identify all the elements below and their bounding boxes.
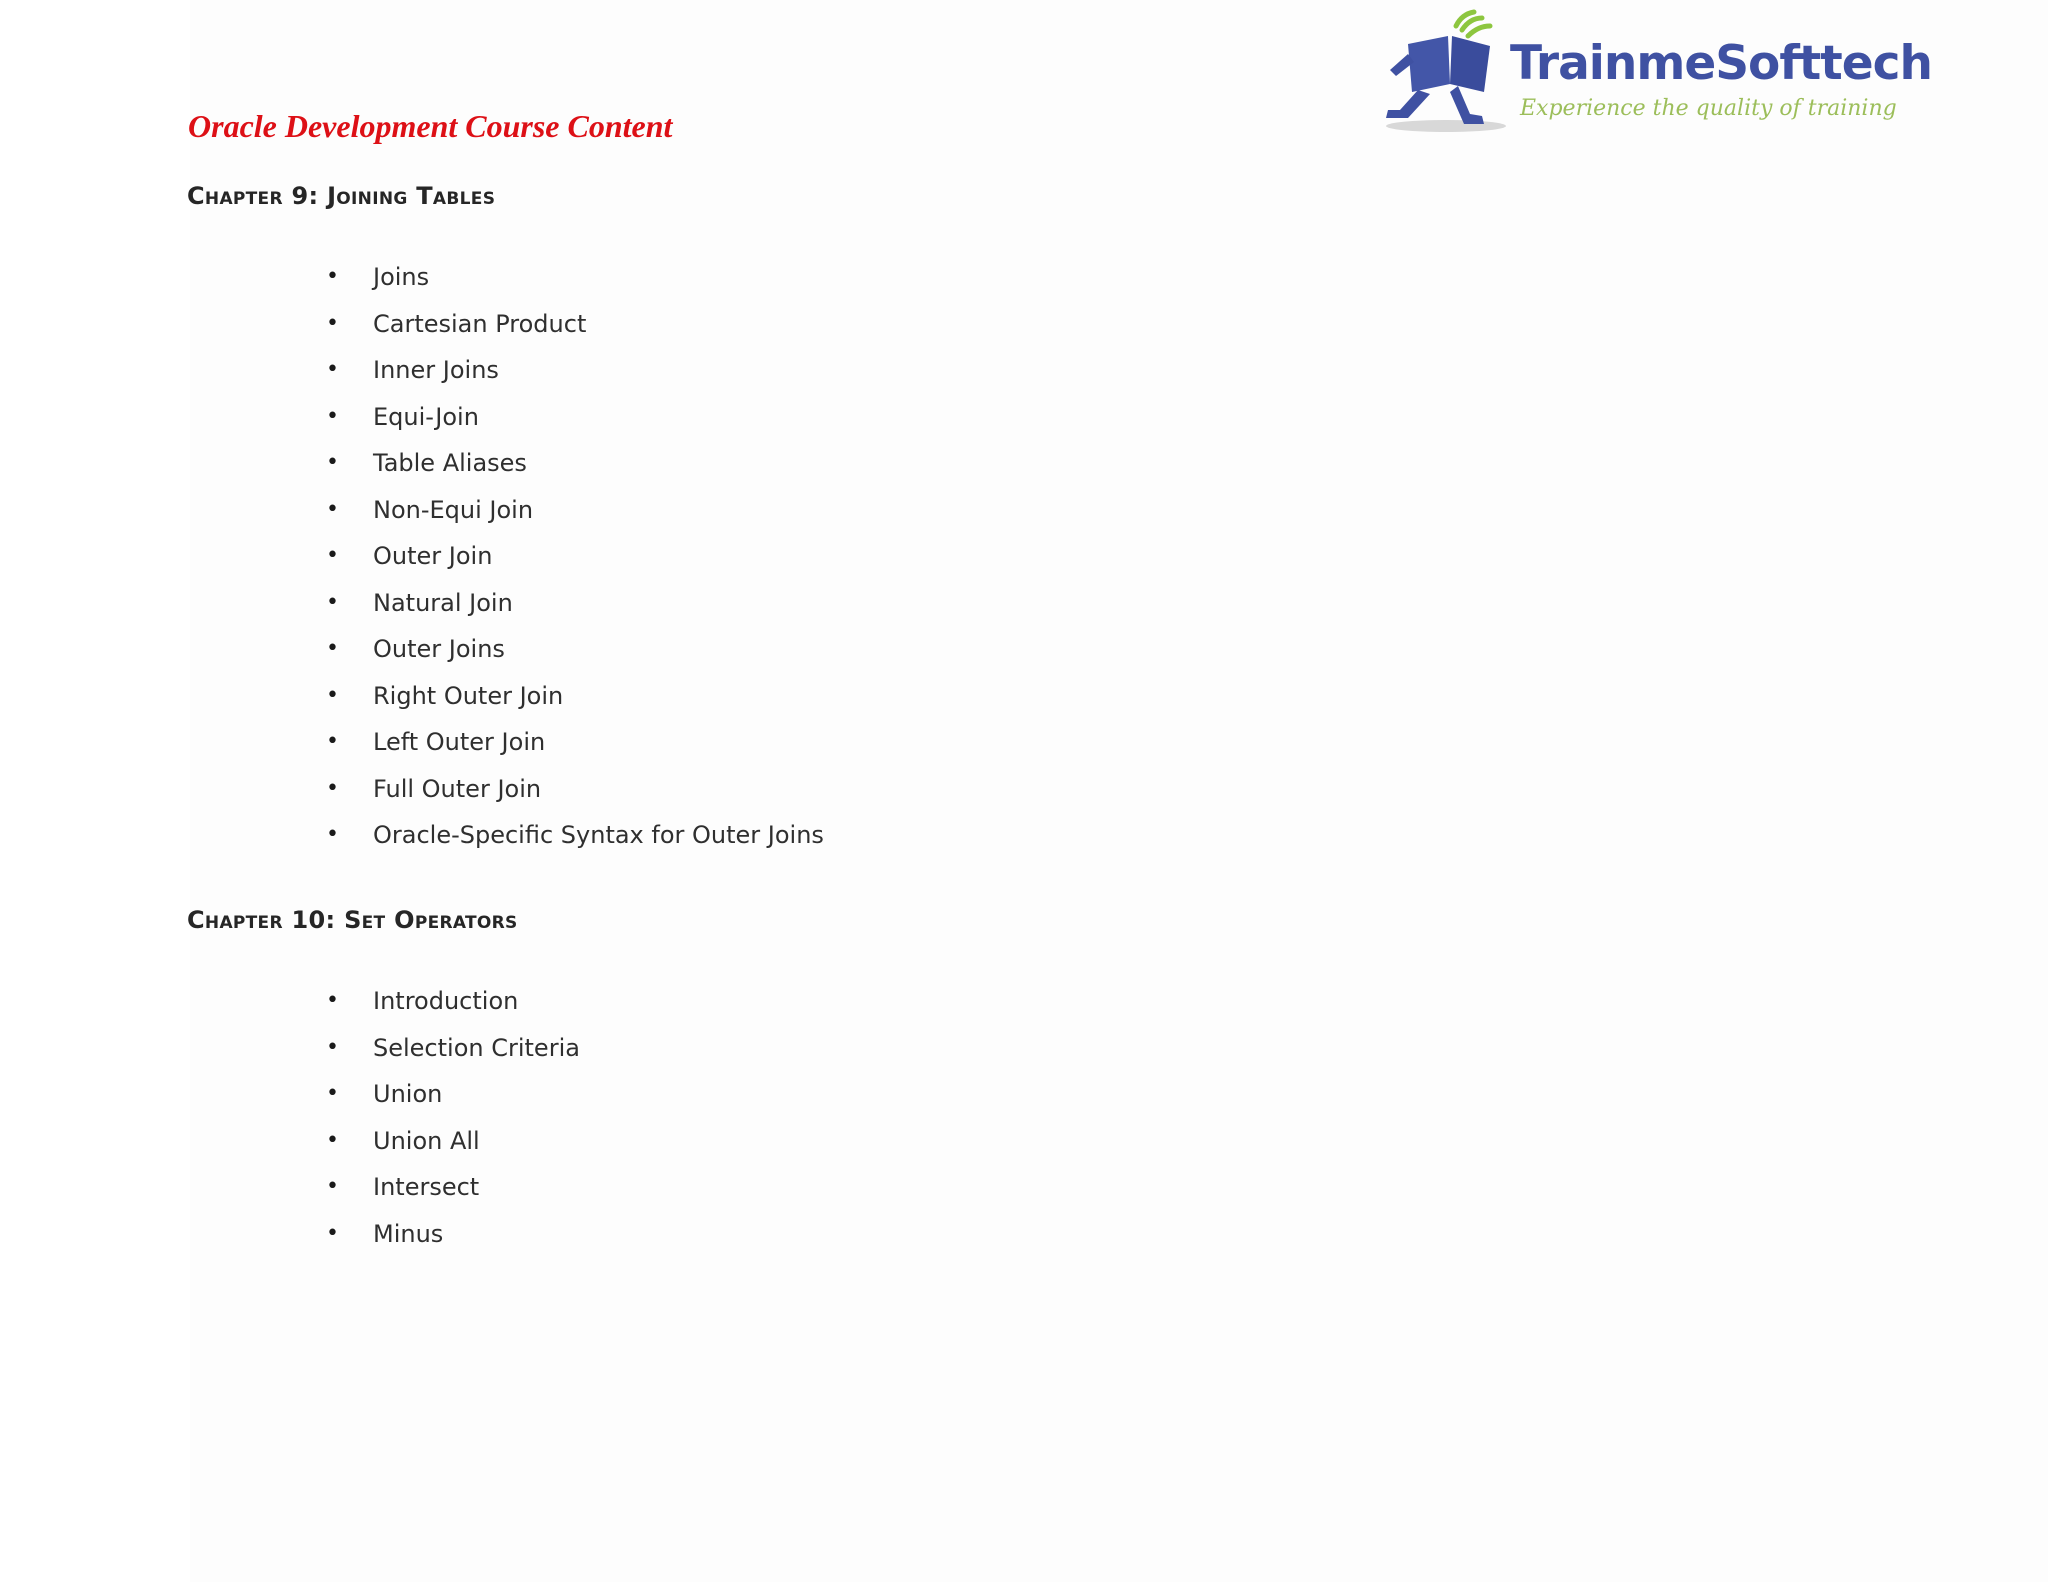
brand-tagline: Experience the quality of training [1520, 96, 1897, 121]
bullet-icon: • [326, 357, 339, 382]
topic-text: Cartesian Product [373, 309, 587, 338]
bullet-icon: • [326, 822, 339, 847]
bullet-icon: • [326, 310, 339, 336]
topic-text: Non-Equi Join [373, 495, 534, 524]
topic-text: Outer Join [373, 542, 493, 570]
topic-text: Union All [373, 1126, 480, 1155]
bullet-icon: • [326, 403, 339, 429]
topic-text: Full Outer Join [373, 774, 542, 803]
bullet-icon: • [326, 1220, 339, 1246]
bullet-icon: • [326, 1127, 339, 1153]
bullet-icon: • [326, 543, 339, 568]
bullet-icon: • [326, 729, 339, 754]
chapter-heading: Chapter 9: Joining Tables [187, 182, 496, 210]
topic-text: Inner Joins [373, 356, 499, 384]
topic-text: Minus [373, 1219, 444, 1248]
topic-text: Introduction [373, 987, 519, 1015]
topic-text: Equi-Join [373, 402, 479, 431]
topic-text: Natural Join [373, 588, 513, 617]
document-title: Oracle Development Course Content [188, 108, 673, 144]
bullet-icon: • [326, 636, 339, 661]
topic-text: Intersect [373, 1173, 480, 1201]
topic-text: Selection Criteria [373, 1033, 580, 1062]
topic-text: Table Aliases [373, 449, 527, 477]
bullet-icon: • [326, 1081, 339, 1106]
bullet-icon: • [326, 988, 339, 1013]
bullet-icon: • [326, 682, 339, 708]
topic-text: Left Outer Join [373, 728, 546, 756]
topic-text: Oracle-Specific Syntax for Outer Joins [373, 821, 824, 849]
bullet-icon: • [326, 589, 339, 615]
chapter-heading: Chapter 10: Set Operators [187, 906, 518, 934]
topic-text: Right Outer Join [373, 681, 564, 710]
bullet-icon: • [326, 775, 339, 801]
brand-name: TrainmeSofttech [1510, 36, 1932, 91]
topic-text: Outer Joins [373, 635, 505, 663]
page-margin [0, 0, 190, 1582]
bullet-icon: • [326, 1174, 339, 1199]
bullet-icon: • [326, 496, 339, 522]
bullet-icon: • [326, 1034, 339, 1060]
topic-text: Union [373, 1080, 443, 1108]
topic-text: Joins [373, 263, 430, 291]
bullet-icon: • [326, 450, 339, 475]
bullet-icon: • [326, 264, 339, 289]
